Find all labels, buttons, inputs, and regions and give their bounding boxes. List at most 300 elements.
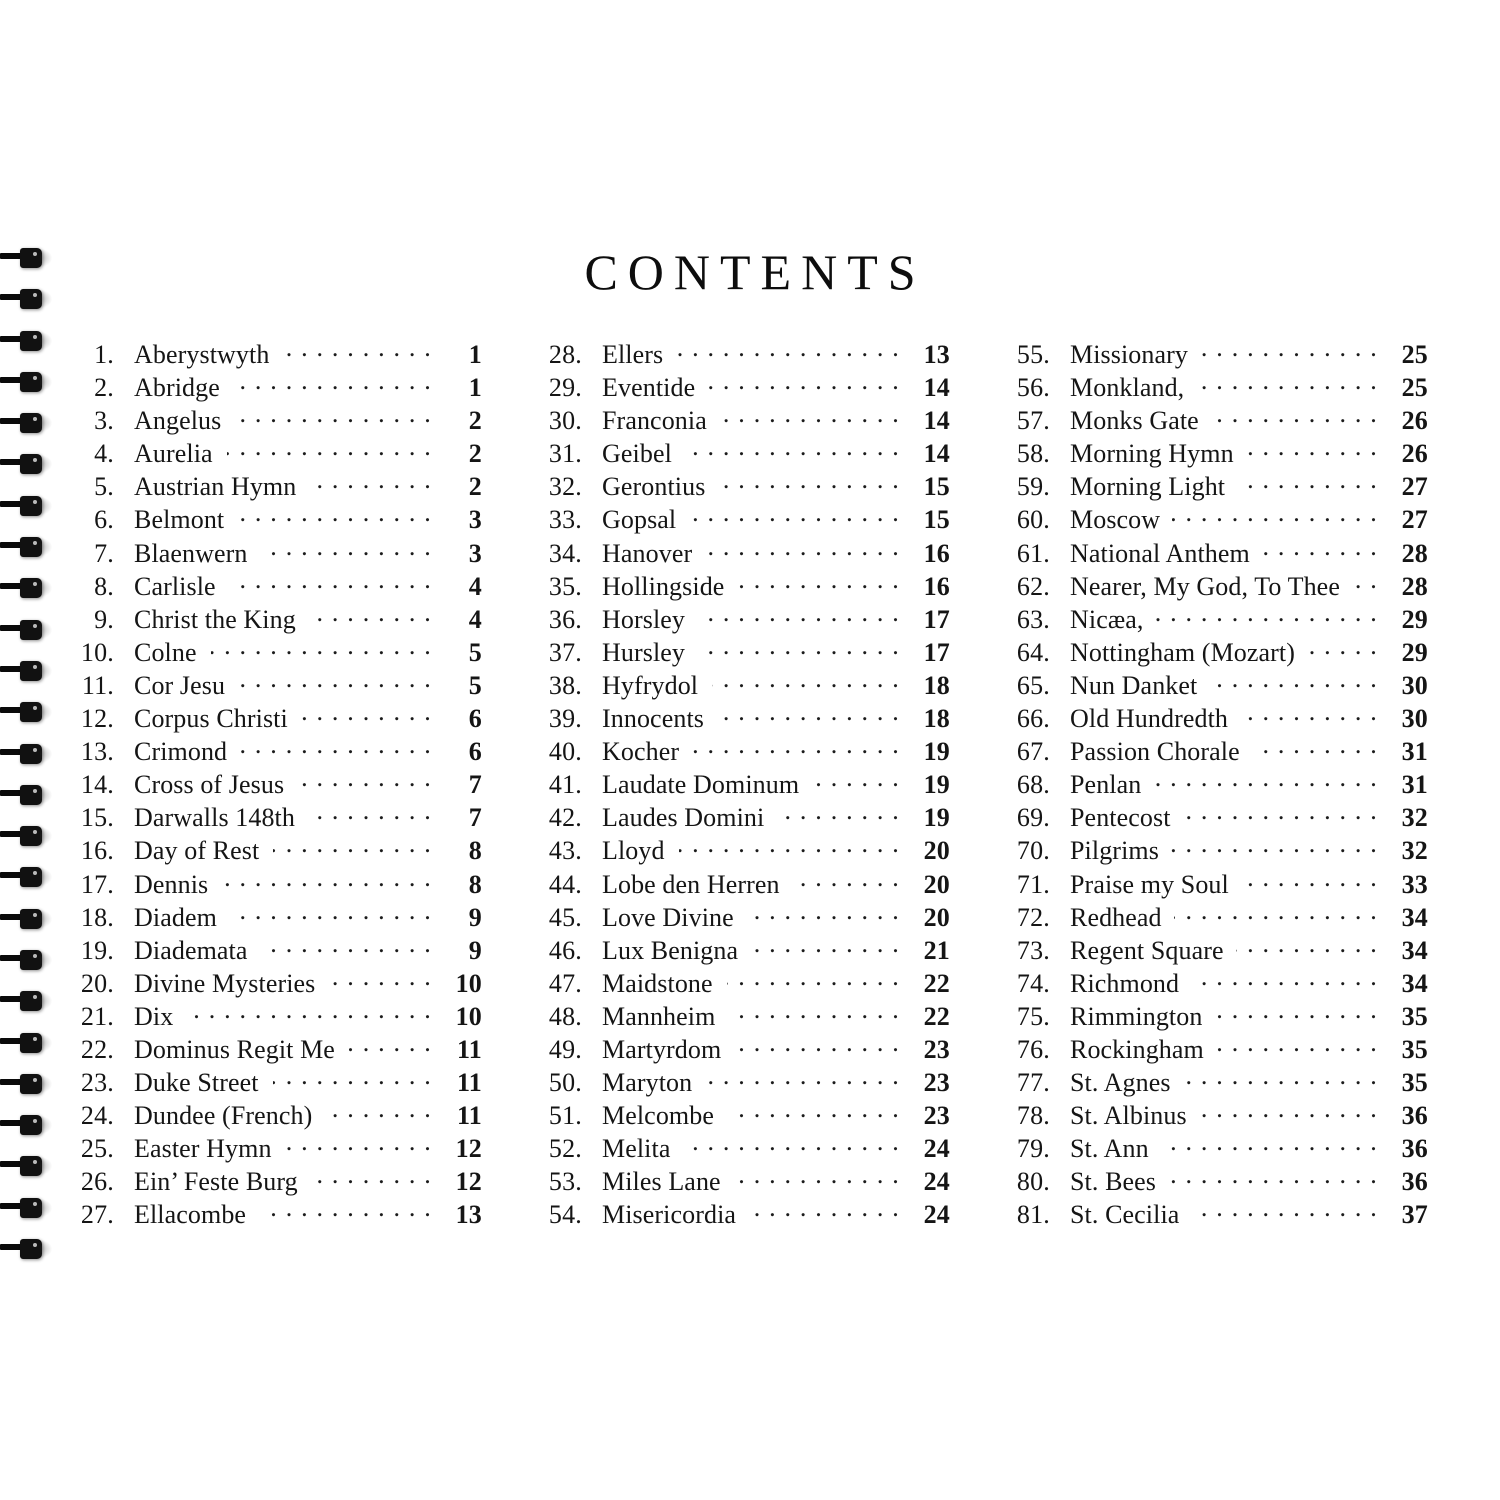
toc-entry-number: 21. <box>80 1001 114 1031</box>
toc-entry[interactable] <box>62 1164 482 1197</box>
toc-entry-title[interactable]: St. Agnes <box>1070 1068 1171 1098</box>
spiral-coil-shadow <box>40 992 52 1010</box>
toc-entry-title[interactable]: Dix <box>134 1001 174 1031</box>
spiral-coil-shadow <box>40 868 52 886</box>
toc-entry-title[interactable]: Hursley <box>602 637 686 667</box>
toc-entry[interactable] <box>530 403 950 436</box>
toc-entry-title[interactable]: Austrian Hymn <box>134 472 297 502</box>
toc-entry-dot-leader <box>1240 701 1378 727</box>
toc-entry[interactable] <box>998 1098 1428 1131</box>
toc-entry-number: 41. <box>548 770 582 800</box>
toc-entry[interactable] <box>998 734 1428 767</box>
spiral-coil <box>0 413 46 434</box>
toc-entry-title[interactable]: Monkland, <box>1070 373 1185 403</box>
toc-entry[interactable] <box>62 966 482 999</box>
toc-entry-page-number: 11 <box>457 1034 482 1064</box>
toc-entry-title[interactable]: Geibel <box>602 439 672 469</box>
spiral-coil-head <box>20 496 42 516</box>
toc-entry-dot-leader <box>1191 1197 1378 1223</box>
toc-entry[interactable] <box>998 767 1428 800</box>
toc-entry-title[interactable]: Nicæa, <box>1070 604 1144 634</box>
toc-entry-number: 53. <box>548 1167 582 1197</box>
toc-entry-page-number: 35 <box>1401 1068 1428 1098</box>
toc-entry-page-number: 28 <box>1401 571 1428 601</box>
toc-entry-title[interactable]: Abridge <box>134 373 220 403</box>
toc-entry[interactable] <box>62 436 482 469</box>
toc-entry-title[interactable]: St. Cecilia <box>1070 1200 1180 1230</box>
spiral-coil-head <box>20 1198 42 1218</box>
toc-entry-title[interactable]: Corpus Christi <box>134 704 288 734</box>
toc-entry[interactable] <box>998 536 1428 569</box>
toc-entry-page-number: 32 <box>1401 803 1428 833</box>
toc-entry[interactable] <box>62 635 482 668</box>
toc-entry-number: 17. <box>80 869 114 899</box>
toc-entry-number: 15. <box>80 803 114 833</box>
toc-entry[interactable] <box>530 569 950 602</box>
toc-entry-page-number: 26 <box>1401 439 1428 469</box>
toc-entry[interactable] <box>62 1131 482 1164</box>
toc-entry-page-number: 14 <box>923 406 950 436</box>
toc-entry-title[interactable]: Cor Jesu <box>134 670 226 700</box>
toc-entry[interactable] <box>530 734 950 767</box>
spiral-coil-highlight <box>33 665 37 669</box>
spiral-coil-shadow <box>40 910 52 928</box>
toc-entry-number: 29. <box>548 373 582 403</box>
toc-entry[interactable] <box>530 502 950 535</box>
spiral-coil <box>0 1033 46 1054</box>
toc-entry-title[interactable]: Darwalls 148th <box>134 803 295 833</box>
toc-entry[interactable] <box>62 999 482 1032</box>
toc-entry-title[interactable]: Nun Danket <box>1070 670 1198 700</box>
spiral-coil <box>0 537 46 558</box>
spiral-coil-head <box>20 826 42 846</box>
spiral-coil <box>0 785 46 806</box>
toc-entry-page-number: 24 <box>923 1167 950 1197</box>
toc-entry-title[interactable]: Mannheim <box>602 1001 716 1031</box>
spiral-coil-shadow <box>40 538 52 556</box>
toc-entry-title[interactable]: Nearer, My God, To Thee <box>1070 571 1340 601</box>
toc-entry-number: 39. <box>548 704 582 734</box>
toc-entry-page-number: 19 <box>923 770 950 800</box>
toc-entry-dot-leader <box>699 635 900 661</box>
toc-entry[interactable] <box>998 502 1428 535</box>
toc-entry-number: 3. <box>94 406 114 436</box>
toc-entry[interactable] <box>530 1197 950 1230</box>
spiral-coil-shadow <box>40 455 52 473</box>
toc-entry-title[interactable]: Diademata <box>134 935 248 965</box>
toc-entry-page-number: 35 <box>1401 1001 1428 1031</box>
toc-entry-number: 81. <box>1016 1200 1050 1230</box>
toc-entry-title[interactable]: St. Ann <box>1070 1134 1149 1164</box>
toc-entry[interactable] <box>62 569 482 602</box>
toc-entry[interactable] <box>530 833 950 866</box>
toc-entry[interactable] <box>530 999 950 1032</box>
toc-entry[interactable] <box>530 436 950 469</box>
toc-entry-title[interactable]: Day of Rest <box>134 836 260 866</box>
toc-entry[interactable] <box>62 1197 482 1230</box>
spiral-coil-head <box>20 744 42 764</box>
toc-entry-title[interactable]: Hanover <box>602 538 693 568</box>
toc-entry-title[interactable]: Blaenwern <box>134 538 248 568</box>
toc-entry-title[interactable]: Martyrdom <box>602 1034 722 1064</box>
toc-entry[interactable] <box>998 867 1428 900</box>
toc-entry[interactable] <box>998 999 1428 1032</box>
spiral-coil-shadow <box>40 703 52 721</box>
toc-entry-title[interactable]: Horsley <box>602 604 686 634</box>
toc-entry-title[interactable]: Innocents <box>602 704 704 734</box>
spiral-coil <box>0 496 46 517</box>
toc-entry-number: 69. <box>1016 803 1050 833</box>
toc-entry-page-number: 8 <box>468 869 482 899</box>
spiral-coil <box>0 1115 46 1136</box>
spiral-coil <box>0 1074 46 1095</box>
toc-entry-dot-leader <box>813 767 900 793</box>
spiral-coil-shadow <box>40 951 52 969</box>
toc-entry-page-number: 35 <box>1401 1034 1428 1064</box>
toc-entry[interactable] <box>62 403 482 436</box>
toc-entry-number: 52. <box>548 1134 582 1164</box>
toc-entry-title[interactable]: Melita <box>602 1134 671 1164</box>
toc-entry[interactable] <box>62 370 482 403</box>
toc-entry[interactable] <box>530 1164 950 1197</box>
toc-entry-title[interactable]: Rimmington <box>1070 1001 1203 1031</box>
toc-entry[interactable] <box>998 1197 1428 1230</box>
toc-entry-page-number: 18 <box>923 704 950 734</box>
toc-entry-page-number: 9 <box>468 902 482 932</box>
toc-entry-page-number: 10 <box>455 968 482 998</box>
toc-entry-title[interactable]: Eventide <box>602 373 696 403</box>
toc-entry-number: 20. <box>80 968 114 998</box>
spiral-coil-shadow <box>40 579 52 597</box>
toc-entry-title[interactable]: Aberystwyth <box>134 340 270 369</box>
toc-entry[interactable] <box>530 1131 950 1164</box>
toc-entry[interactable] <box>530 933 950 966</box>
toc-entry[interactable] <box>998 469 1428 502</box>
toc-entry-title[interactable]: Gopsal <box>602 505 677 535</box>
toc-entry-dot-leader <box>1172 502 1378 528</box>
toc-entry[interactable] <box>998 1131 1428 1164</box>
toc-entry-title[interactable]: Love Divine <box>602 902 734 932</box>
toc-entry[interactable] <box>530 602 950 635</box>
toc-entry-page-number: 23 <box>923 1034 950 1064</box>
toc-entry[interactable] <box>530 1098 950 1131</box>
toc-entry-number: 24. <box>80 1101 114 1131</box>
toc-entry-page-number: 5 <box>468 637 482 667</box>
toc-entry-title[interactable]: Morning Hymn <box>1070 439 1234 469</box>
toc-entry[interactable] <box>62 337 482 370</box>
toc-entry-title[interactable]: Divine Mysteries <box>134 968 316 998</box>
toc-entry-title[interactable]: Laudes Domini <box>602 803 765 833</box>
toc-entry-page-number: 17 <box>923 637 950 667</box>
toc-entry-number: 43. <box>548 836 582 866</box>
spiral-coil <box>0 578 46 599</box>
toc-entry-title[interactable]: Pentecost <box>1070 803 1171 833</box>
toc-entry[interactable] <box>62 701 482 734</box>
toc-entry[interactable] <box>62 800 482 833</box>
toc-entry-title[interactable]: Missionary <box>1070 340 1188 369</box>
toc-entry-page-number: 30 <box>1401 704 1428 734</box>
spiral-coil-head <box>20 289 42 309</box>
toc-entry-number: 75. <box>1016 1001 1050 1031</box>
toc-entry[interactable] <box>998 1032 1428 1065</box>
toc-entry[interactable] <box>998 635 1428 668</box>
spiral-coil-shadow <box>40 786 52 804</box>
spiral-coil <box>0 950 46 971</box>
toc-entry-page-number: 15 <box>923 505 950 535</box>
toc-entry-number: 71. <box>1016 869 1050 899</box>
toc-entry[interactable] <box>530 701 950 734</box>
toc-entry[interactable] <box>530 867 950 900</box>
toc-entry[interactable] <box>62 536 482 569</box>
toc-entry-title[interactable]: Regent Square <box>1070 935 1224 965</box>
spiral-coil <box>0 909 46 930</box>
toc-entry-title[interactable]: Crimond <box>134 737 228 767</box>
toc-entry-title[interactable]: Franconia <box>602 406 707 436</box>
toc-entry-dot-leader <box>686 436 900 462</box>
toc-entry-title[interactable]: Belmont <box>134 505 225 535</box>
toc-entry-title[interactable]: Dundee (French) <box>134 1101 313 1131</box>
spiral-coil-head <box>20 620 42 640</box>
toc-entry[interactable] <box>530 668 950 701</box>
toc-entry-title[interactable]: Lobe den Herren <box>602 869 780 899</box>
toc-entry[interactable] <box>530 337 950 370</box>
toc-entry-number: 55. <box>1016 340 1050 369</box>
spiral-coil <box>0 702 46 723</box>
toc-entry-title[interactable]: Duke Street <box>134 1068 259 1098</box>
toc-entry-title[interactable]: Aurelia <box>134 439 213 469</box>
toc-entry-number: 36. <box>548 604 582 634</box>
toc-entry[interactable] <box>530 1065 950 1098</box>
toc-entry-dot-leader <box>693 734 900 760</box>
toc-entry-page-number: 34 <box>1401 902 1428 932</box>
toc-entry[interactable] <box>530 370 950 403</box>
toc-entry-dot-leader <box>1171 833 1378 859</box>
toc-entry-dot-leader <box>1183 800 1378 826</box>
toc-entry-dot-leader <box>721 403 900 429</box>
toc-entry-title[interactable]: Penlan <box>1070 770 1142 800</box>
toc-entry-number: 6. <box>94 505 114 535</box>
toc-entry[interactable] <box>62 668 482 701</box>
toc-entry-title[interactable]: Angelus <box>134 406 222 436</box>
toc-entry-page-number: 23 <box>923 1068 950 1098</box>
toc-entry-number: 26. <box>80 1167 114 1197</box>
toc-entry[interactable] <box>998 900 1428 933</box>
toc-entry-page-number: 4 <box>468 571 482 601</box>
toc-entry[interactable] <box>998 1164 1428 1197</box>
toc-entry[interactable] <box>530 966 950 999</box>
toc-entry[interactable] <box>998 436 1428 469</box>
toc-entry-dot-leader <box>1262 536 1378 562</box>
toc-entry[interactable] <box>998 933 1428 966</box>
toc-entry-title[interactable]: Dennis <box>134 869 209 899</box>
toc-entry-number: 79. <box>1016 1134 1050 1164</box>
spiral-coil-shadow <box>40 1034 52 1052</box>
toc-entry-dot-leader <box>1174 900 1378 926</box>
toc-entry[interactable] <box>998 800 1428 833</box>
toc-entry-title[interactable]: Morning Light <box>1070 472 1226 502</box>
spiral-coil <box>0 1156 46 1177</box>
toc-entry-dot-leader <box>706 536 900 562</box>
toc-entry-title[interactable]: Melcombe <box>602 1101 714 1131</box>
toc-entry-number: 14. <box>80 770 114 800</box>
toc-entry-page-number: 6 <box>468 704 482 734</box>
toc-entry-dot-leader <box>729 999 900 1025</box>
toc-entry[interactable] <box>62 900 482 933</box>
toc-entry-title[interactable]: Nottingham (Mozart) <box>1070 637 1296 667</box>
table-of-contents <box>62 337 1452 1231</box>
toc-entry[interactable] <box>998 602 1428 635</box>
spiral-coil-head <box>20 454 42 474</box>
toc-entry-title[interactable]: Ein’ Feste Burg <box>134 1167 298 1197</box>
toc-entry-number: 4. <box>94 439 114 469</box>
toc-entry-title[interactable]: Miles Lane <box>602 1167 721 1197</box>
toc-entry-title[interactable]: Easter Hymn <box>134 1134 272 1164</box>
spiral-coil-shadow <box>40 745 52 763</box>
toc-entry-title[interactable]: Monks Gate <box>1070 406 1199 436</box>
spiral-coil-highlight <box>33 376 37 380</box>
toc-entry-title[interactable]: Maryton <box>602 1068 693 1098</box>
toc-entry-page-number: 16 <box>923 538 950 568</box>
toc-entry-title[interactable]: Redhead <box>1070 902 1162 932</box>
toc-entry-number: 44. <box>548 869 582 899</box>
toc-entry-title[interactable]: Kocher <box>602 737 680 767</box>
toc-entry-dot-leader <box>1241 867 1378 893</box>
toc-entry-title[interactable]: Carlisle <box>134 571 216 601</box>
toc-entry[interactable] <box>530 900 950 933</box>
toc-entry[interactable] <box>998 370 1428 403</box>
toc-entry-number: 46. <box>548 935 582 965</box>
toc-entry-title[interactable]: St. Bees <box>1070 1167 1157 1197</box>
toc-entry[interactable] <box>62 1032 482 1065</box>
toc-entry-dot-leader <box>1307 635 1378 661</box>
toc-entry-title[interactable]: St. Albinus <box>1070 1101 1187 1131</box>
toc-entry-page-number: 1 <box>468 340 482 369</box>
toc-entry-title[interactable]: Cross of Jesus <box>134 770 285 800</box>
toc-entry[interactable] <box>62 502 482 535</box>
toc-entry-title[interactable]: Old Hundredth <box>1070 704 1228 734</box>
toc-entry[interactable] <box>62 469 482 502</box>
toc-entry[interactable] <box>530 635 950 668</box>
toc-entry[interactable] <box>998 833 1428 866</box>
toc-entry-number: 70. <box>1016 836 1050 866</box>
toc-entry[interactable] <box>62 602 482 635</box>
toc-entry-page-number: 13 <box>923 340 950 369</box>
toc-entry-number: 31. <box>548 439 582 469</box>
toc-entry-page-number: 17 <box>923 604 950 634</box>
toc-entry-number: 40. <box>548 737 582 767</box>
toc-entry[interactable] <box>998 668 1428 701</box>
spiral-coil <box>0 661 46 682</box>
toc-entry[interactable] <box>530 1032 950 1065</box>
toc-entry-number: 28. <box>548 340 582 369</box>
toc-entry-number: 5. <box>94 472 114 502</box>
toc-entry[interactable] <box>530 767 950 800</box>
toc-entry-title[interactable]: Misericordia <box>602 1200 737 1230</box>
toc-entry-title[interactable]: Ellacombe <box>134 1200 247 1230</box>
toc-entry[interactable] <box>62 833 482 866</box>
toc-entry-title[interactable]: Laudate Dominum <box>602 770 800 800</box>
toc-entry[interactable] <box>998 569 1428 602</box>
spiral-binding <box>0 248 56 1260</box>
toc-entry-title[interactable]: Dominus Regit Me <box>134 1034 335 1064</box>
spiral-coil-shadow <box>40 827 52 845</box>
toc-entry-title[interactable]: Praise my Soul <box>1070 869 1229 899</box>
toc-entry-title[interactable]: Pilgrims <box>1070 836 1159 866</box>
toc-entry-number: 8. <box>94 571 114 601</box>
toc-entry-number: 2. <box>94 373 114 403</box>
toc-entry[interactable] <box>998 966 1428 999</box>
toc-entry[interactable] <box>998 403 1428 436</box>
toc-entry[interactable] <box>62 867 482 900</box>
toc-entry-number: 73. <box>1016 935 1050 965</box>
toc-entry-page-number: 22 <box>923 968 950 998</box>
toc-entry-number: 33. <box>548 505 582 535</box>
toc-entry-title[interactable]: Lloyd <box>602 836 665 866</box>
toc-entry-dot-leader <box>231 900 432 926</box>
toc-entry-number: 35. <box>548 571 582 601</box>
toc-entry-dot-leader <box>329 966 432 992</box>
toc-entry-dot-leader <box>230 569 432 595</box>
toc-entry[interactable] <box>530 536 950 569</box>
toc-entry-page-number: 22 <box>923 1001 950 1031</box>
toc-entry-number: 68. <box>1016 770 1050 800</box>
toc-entry-title[interactable]: Maidstone <box>602 968 713 998</box>
toc-entry-title[interactable]: Gerontius <box>602 472 706 502</box>
toc-entry[interactable] <box>530 800 950 833</box>
toc-entry-number: 47. <box>548 968 582 998</box>
toc-entry[interactable] <box>62 767 482 800</box>
toc-entry-title[interactable]: Hollingside <box>602 571 725 601</box>
toc-entry[interactable] <box>62 933 482 966</box>
toc-entry-dot-leader <box>709 370 900 396</box>
toc-entry-page-number: 36 <box>1401 1134 1428 1164</box>
toc-entry-title[interactable]: Christ the King <box>134 604 296 634</box>
toc-entry-number: 19. <box>80 935 114 965</box>
toc-entry-dot-leader <box>1352 569 1378 595</box>
toc-entry-page-number: 20 <box>923 869 950 899</box>
toc-entry-title[interactable]: Rockingham <box>1070 1034 1204 1064</box>
toc-entry[interactable] <box>998 1065 1428 1098</box>
toc-entry-page-number: 5 <box>468 670 482 700</box>
spiral-coil-head <box>20 785 42 805</box>
toc-entry-number: 54. <box>548 1200 582 1230</box>
toc-entry-title[interactable]: Hyfrydol <box>602 670 699 700</box>
toc-entry-title[interactable]: Moscow <box>1070 505 1161 535</box>
toc-entry-title[interactable]: Passion Chorale <box>1070 737 1240 767</box>
toc-entry-title[interactable]: Ellers <box>602 340 664 369</box>
toc-entry[interactable] <box>62 1098 482 1131</box>
toc-entry-number: 80. <box>1016 1167 1050 1197</box>
toc-entry-dot-leader <box>310 469 432 495</box>
toc-entry-dot-leader <box>752 933 900 959</box>
toc-entry[interactable] <box>998 337 1428 370</box>
spiral-coil-highlight <box>33 748 37 752</box>
toc-entry-title[interactable]: Colne <box>134 637 197 667</box>
spiral-coil <box>0 1239 46 1260</box>
toc-entry[interactable] <box>62 734 482 767</box>
toc-entry-page-number: 3 <box>468 505 482 535</box>
toc-entry-title[interactable]: Lux Benigna <box>602 935 739 965</box>
spiral-coil-shadow <box>40 414 52 432</box>
spiral-coil <box>0 744 46 765</box>
toc-entry-title[interactable]: Richmond <box>1070 968 1180 998</box>
toc-entry[interactable] <box>998 701 1428 734</box>
toc-entry-page-number: 1 <box>468 373 482 403</box>
toc-entry-title[interactable]: Diadem <box>134 902 217 932</box>
toc-entry[interactable] <box>530 469 950 502</box>
toc-entry[interactable] <box>62 1065 482 1098</box>
toc-entry-title[interactable]: National Anthem <box>1070 538 1250 568</box>
